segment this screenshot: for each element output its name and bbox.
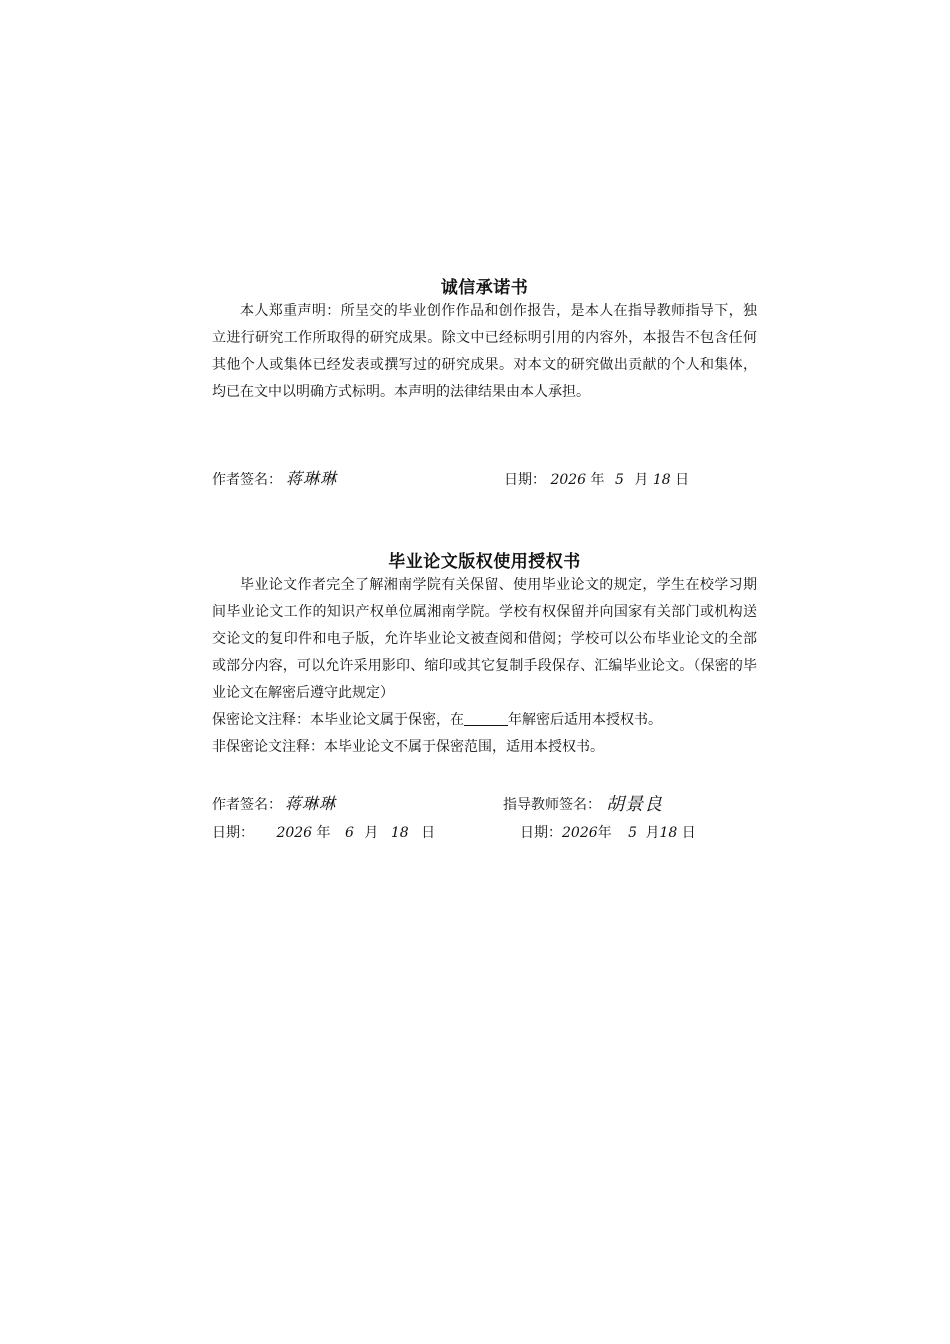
integrity-month-char: 月: [634, 472, 649, 488]
advisor-date: [520, 822, 696, 842]
advisor-day-char: 日: [681, 825, 696, 841]
author-month-char: 月: [364, 825, 379, 841]
advisor-date-label: 日期：: [520, 825, 562, 841]
advisor-signature: 胡景良: [606, 794, 663, 815]
author-date-day: 18: [390, 825, 409, 841]
confidential-prefix: 保密论文注释：本毕业论文属于保密，在: [212, 712, 464, 728]
author-day-char: 日: [421, 825, 436, 841]
nonconfidential-note: 非保密论文注释：本毕业论文不属于保密范围，适用本授权书。: [212, 739, 604, 755]
integrity-year-char: 年: [590, 472, 605, 488]
advisor-label: 指导教师签名：: [503, 797, 601, 813]
advisor-month-char: 月: [645, 825, 660, 841]
advisor-date-day: 18: [659, 825, 678, 841]
copyright-author-signature: 蒋琳琳: [285, 794, 337, 813]
integrity-author-label: 作者签名：: [212, 472, 282, 488]
integrity-date-day: 18: [652, 472, 671, 488]
copyright-body: 毕业论文作者完全了解湘南学院有关保留、使用毕业论文的规定，学生在校学习期间毕业论文工作的知识产权单位属湘南学院。学校有权保留并向国家有关部门或机构送交论文的复印件和电子版，允许毕业论文被查阅和借阅；学校可以公布毕业论文的全部或部分内容，可以允许采用影印、缩印或其它复制手段保存、汇编毕业论文。（保密的毕业论文在解密后遵守此规定）: [212, 577, 757, 701]
integrity-date-year: 2026: [550, 472, 587, 488]
integrity-title: 诚信承诺书: [440, 278, 529, 298]
copyright-author-date: [212, 822, 435, 842]
integrity-date-label: 日期：: [504, 472, 546, 488]
integrity-author-signature: 蒋琳琳: [286, 469, 338, 488]
copyright-title: 毕业论文版权使用授权书: [388, 552, 581, 572]
integrity-day-char: 日: [675, 472, 690, 488]
integrity-date: [504, 469, 689, 489]
confidential-year-blank: [464, 711, 508, 726]
integrity-body: 本人郑重声明：所呈交的毕业创作作品和创作报告，是本人在指导教师指导下，独立进行研究工作所取得的研究成果。除文中已经标明引用的内容外，本报告不包含任何其他个人或集体已经发表或撰写过的研究成果。对本文的研究做出贡献的个人和集体，均已在文中以明确方式标明。本声明的法律结果由本人承担。: [212, 303, 757, 400]
author-year-char: 年: [316, 825, 331, 841]
author-date-year: 2026: [276, 825, 313, 841]
author-date-month: 6: [345, 825, 354, 841]
copyright-author-label: 作者签名：: [212, 797, 282, 813]
advisor-date-month: 5: [628, 825, 638, 841]
author-date-label: 日期：: [212, 825, 254, 841]
confidential-note: [212, 707, 772, 734]
confidential-suffix: 年解密后适用本授权书。: [508, 712, 662, 728]
advisor-year-char: 年: [597, 825, 612, 841]
advisor-date-year: 2026: [562, 825, 598, 841]
integrity-date-month: 5: [615, 472, 624, 488]
